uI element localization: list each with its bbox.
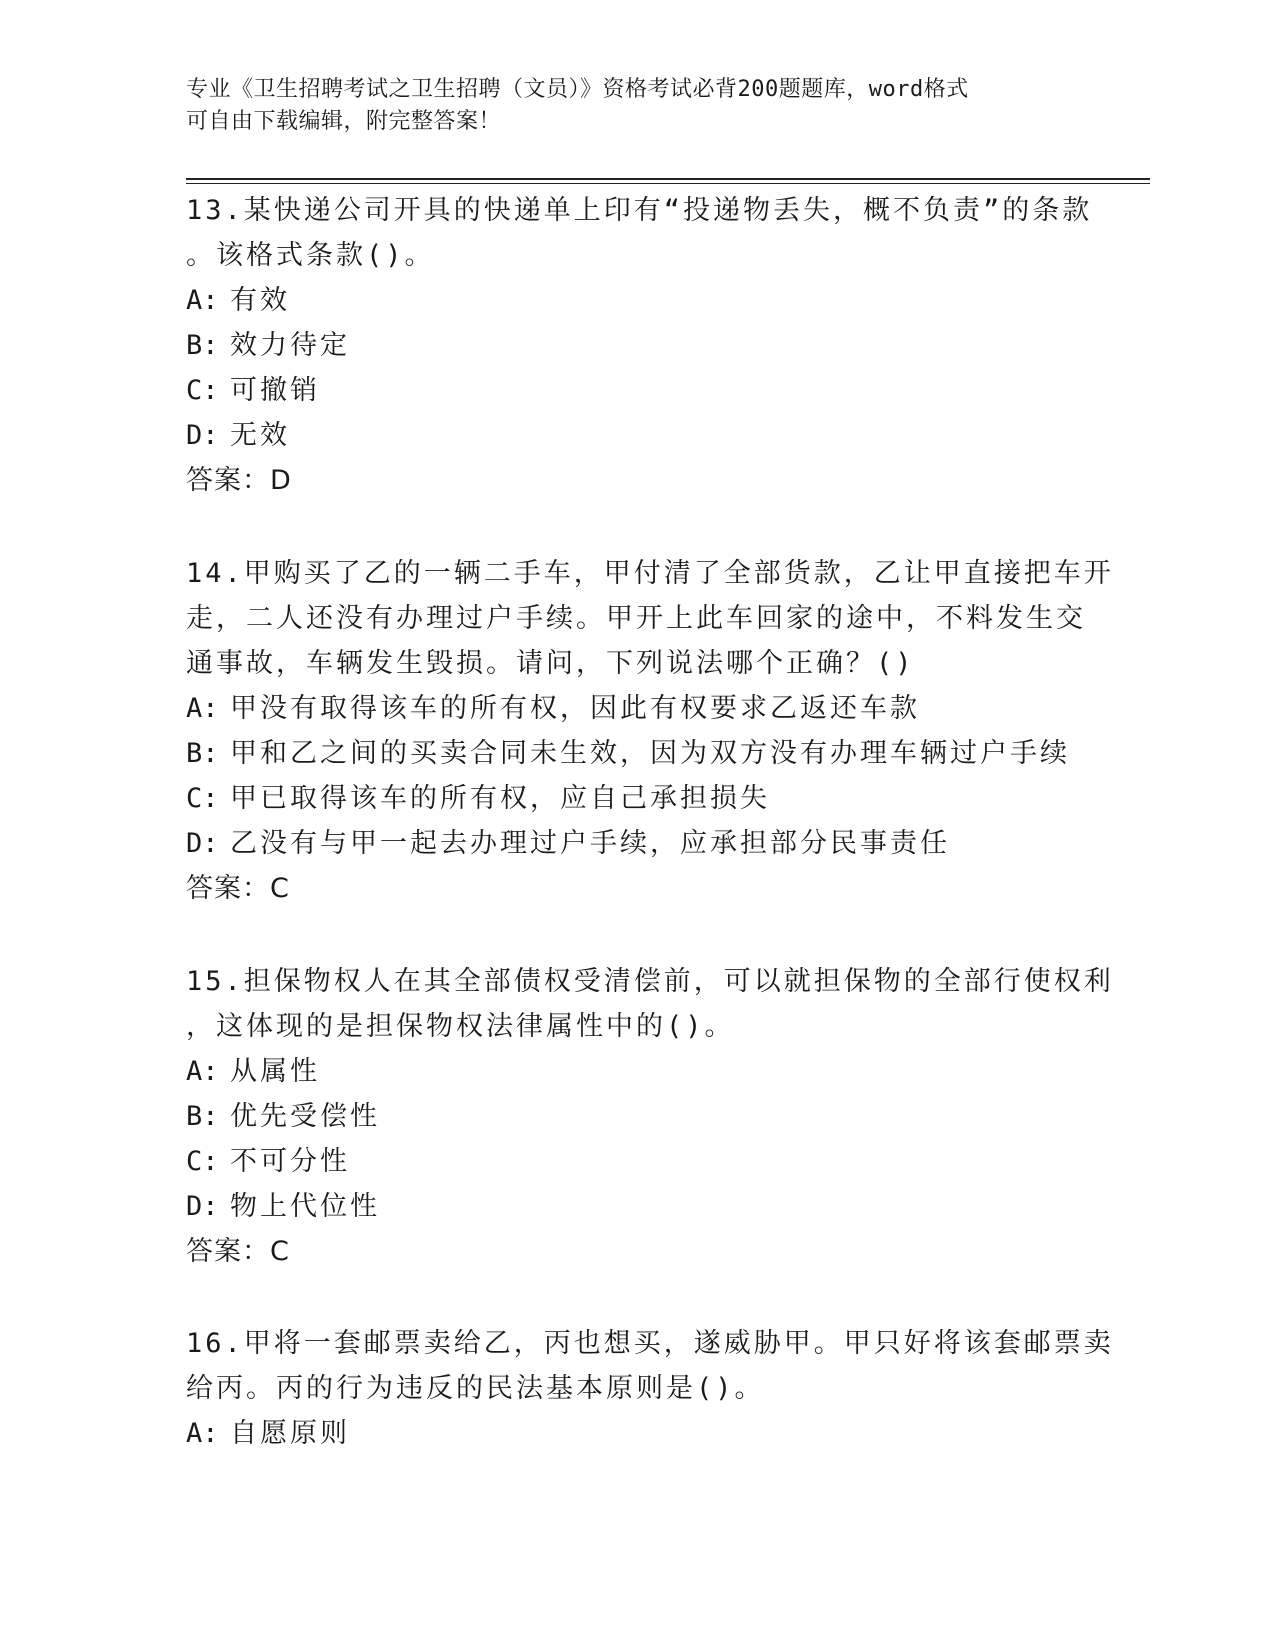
option-text: 从属性 <box>230 1056 320 1087</box>
question-text-line: 14.甲购买了乙的一辆二手车，甲付清了全部货款，乙让甲直接把车开 <box>186 558 1114 589</box>
option-a <box>186 1411 1086 1456</box>
option-text: 效力待定 <box>230 330 350 361</box>
option-letter: A: <box>186 1056 219 1087</box>
option-a <box>186 1049 1086 1094</box>
option-text: 优先受偿性 <box>230 1101 380 1132</box>
question-text-line: 16.甲将一套邮票卖给乙，丙也想买，遂威胁甲。甲只好将该套邮票卖 <box>186 1328 1114 1359</box>
option-c <box>186 776 1086 821</box>
option-text: 乙没有与甲一起去办理过户手续，应承担部分民事责任 <box>230 828 950 859</box>
option-d <box>186 1184 1086 1229</box>
option-text: 甲没有取得该车的所有权，因此有权要求乙返还车款 <box>230 693 920 724</box>
question-text-line: 。该格式条款()。 <box>186 240 435 271</box>
option-letter: B: <box>186 330 219 361</box>
option-text: 无效 <box>230 420 290 451</box>
option-text: 物上代位性 <box>230 1191 380 1222</box>
option-b <box>186 731 1086 776</box>
option-a <box>186 278 1086 323</box>
option-d <box>186 821 1086 866</box>
option-letter: A: <box>186 693 219 724</box>
option-b <box>186 323 1086 368</box>
option-text: 甲和乙之间的买卖合同未生效，因为双方没有办理车辆过户手续 <box>230 738 1070 769</box>
question-14 <box>186 551 1114 911</box>
option-text: 甲已取得该车的所有权，应自己承担损失 <box>230 783 770 814</box>
question-13 <box>186 188 1093 503</box>
option-letter: B: <box>186 738 219 769</box>
header-line-1: 专业《卫生招聘考试之卫生招聘（文员）》资格考试必背200题题库，word格式 <box>186 77 969 102</box>
option-letter: C: <box>186 1146 219 1177</box>
option-text: 可撤销 <box>230 375 320 406</box>
option-letter: D: <box>186 1191 219 1222</box>
option-c <box>186 368 1086 413</box>
option-letter: A: <box>186 1418 219 1449</box>
question-text-line: 通事故，车辆发生毁损。请问，下列说法哪个正确？() <box>186 648 915 679</box>
question-text-line: 给丙。丙的行为违反的民法基本原则是()。 <box>186 1373 765 1404</box>
question-16 <box>186 1321 1114 1456</box>
question-15 <box>186 959 1114 1274</box>
question-text-line: ，这体现的是担保物权法律属性中的()。 <box>186 1011 735 1042</box>
option-letter: D: <box>186 828 219 859</box>
option-letter: B: <box>186 1101 219 1132</box>
answer-line: 答案：C <box>186 873 290 904</box>
question-text-line: 15.担保物权人在其全部债权受清偿前，可以就担保物的全部行使权利 <box>186 966 1114 997</box>
option-letter: D: <box>186 420 219 451</box>
answer-line: 答案：D <box>186 465 292 496</box>
option-text: 自愿原则 <box>230 1418 350 1449</box>
question-text-line: 走，二人还没有办理过户手续。甲开上此车回家的途中，不料发生交 <box>186 603 1086 634</box>
option-text: 不可分性 <box>230 1146 350 1177</box>
option-a <box>186 686 1086 731</box>
question-text-line: 13.某快递公司开具的快递单上印有“投递物丢失，概不负责”的条款 <box>186 195 1093 226</box>
header-divider-thick <box>186 178 1150 180</box>
option-text: 有效 <box>230 285 290 316</box>
option-d <box>186 413 1086 458</box>
option-letter: C: <box>186 375 219 406</box>
header-divider-thin <box>186 183 1150 184</box>
option-b <box>186 1094 1086 1139</box>
header-line-2: 可自由下载编辑，附完整答案！ <box>186 109 502 134</box>
answer-line: 答案：C <box>186 1236 290 1267</box>
option-letter: C: <box>186 783 219 814</box>
document-header <box>186 74 1066 138</box>
option-c <box>186 1139 1086 1184</box>
option-letter: A: <box>186 285 219 316</box>
